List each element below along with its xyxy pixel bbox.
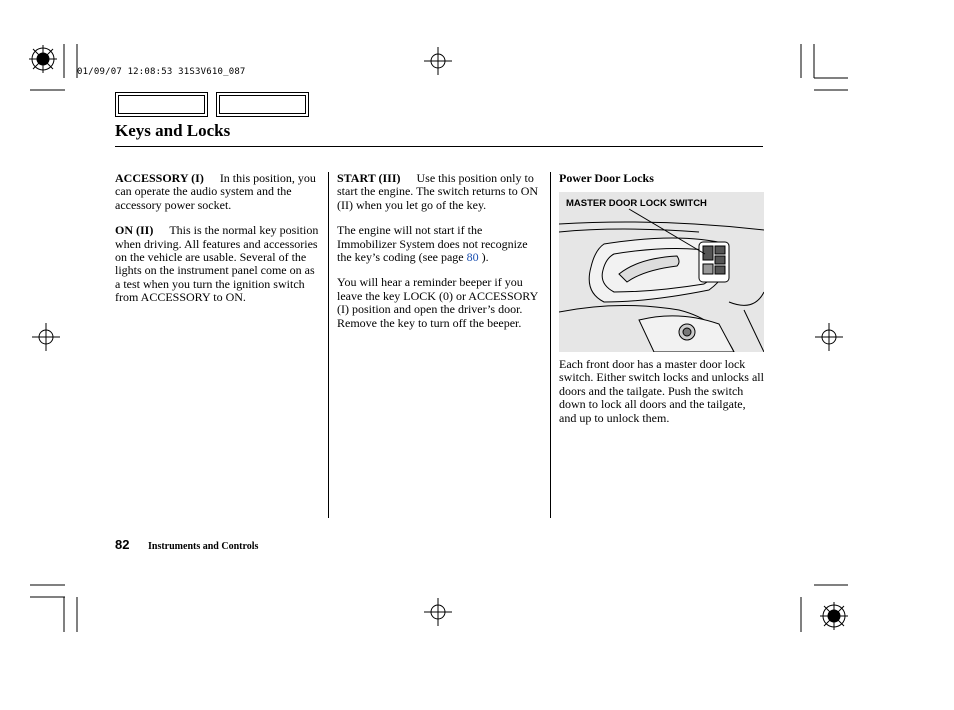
paragraph-beeper <box>337 276 543 330</box>
registration-target-icon <box>820 602 848 630</box>
immobilizer-text: The engine will not start if the Immobilizer System does not recognize the key’s coding (see page <box>337 223 528 265</box>
start-label: START (III) <box>337 171 401 185</box>
header-tab-box <box>115 92 208 117</box>
title-rule <box>115 146 763 147</box>
door-panel-illustration <box>559 192 764 352</box>
section-heading: Power Door Locks <box>559 171 654 185</box>
page-number: 82 <box>115 537 130 552</box>
print-stamp: 01/09/07 12:08:53 31S3V610_087 <box>77 67 246 77</box>
on-text: This is the normal key position when driving. All features and accessories on the vehicle are usable. Several of the lights on the instrument panel come on as a test when you turn the ignition switch from ACCESSORY to ON. <box>115 223 319 305</box>
door-lock-figure <box>559 192 764 352</box>
crosshair-icon <box>424 47 452 75</box>
figure-label: MASTER DOOR LOCK SWITCH <box>566 198 707 209</box>
on-label: ON (II) <box>115 223 154 238</box>
column-divider <box>550 172 551 518</box>
column-3 <box>559 172 764 190</box>
column-3-body <box>559 358 764 437</box>
paragraph-on <box>115 224 321 304</box>
immobilizer-text-end: ). <box>481 250 489 265</box>
accessory-text: In this position, you can operate the audio system and the accessory power socket. <box>115 171 316 212</box>
accessory-label: ACCESSORY (I) <box>115 171 204 185</box>
page-title: Keys and Locks <box>115 121 231 140</box>
crosshair-icon <box>32 323 60 351</box>
registration-target-icon <box>29 45 57 73</box>
page-link[interactable]: 80 <box>466 250 479 265</box>
beeper-text: You will hear a reminder beeper if you leave the key LOCK (0) or ACCESSORY (I) position and open the driver’s door. Remove the key to turn off the beeper. <box>337 275 538 330</box>
column-divider <box>328 172 329 518</box>
section-name: Instruments and Controls <box>148 541 259 552</box>
start-text: Use this position only to start the engine. The switch returns to ON (II) when you let go of the key. <box>337 171 539 212</box>
column-2 <box>337 172 543 342</box>
column-1 <box>115 172 321 317</box>
crosshair-icon <box>815 323 843 351</box>
paragraph-accessory <box>115 172 321 212</box>
header-tab-box <box>216 92 309 117</box>
paragraph-start <box>337 172 543 212</box>
door-lock-paragraph: Each front door has a master door lock switch. Either switch locks and unlocks all doors and the tailgate. Push the switch down to lock all doors and the tailgate, and up to unlock them. <box>559 357 764 425</box>
crosshair-icon <box>424 598 452 626</box>
paragraph-immobilizer <box>337 224 543 264</box>
